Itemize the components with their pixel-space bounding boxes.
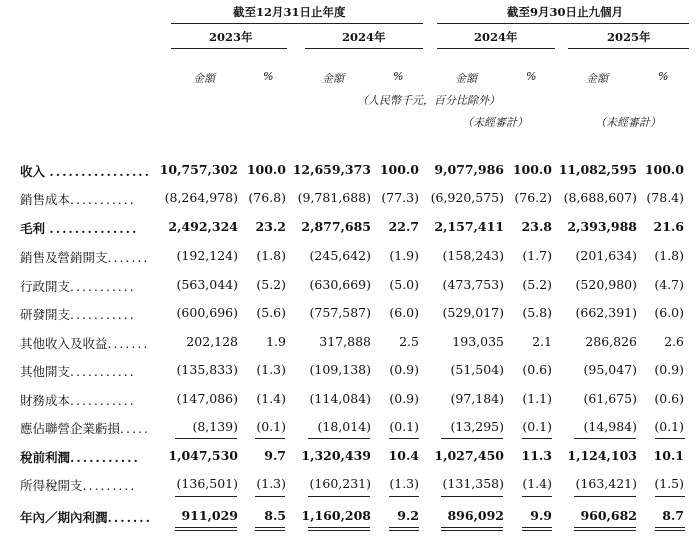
amount-cell: (201,634) <box>575 248 637 263</box>
amount-cell: 9,077,986 <box>434 162 504 177</box>
header-rule-fy <box>171 23 423 24</box>
amount-cell: (97,184) <box>450 391 504 406</box>
total-rule <box>175 496 237 497</box>
row-label-revenue: 收入 ................ <box>20 164 152 179</box>
row-label-admin-expenses: 行政開支........... <box>20 279 136 294</box>
subtotal-rule <box>389 438 419 439</box>
amount-cell: (8,139) <box>192 419 238 434</box>
amount-cell: 2,393,988 <box>567 219 637 234</box>
amount-cell: (109,138) <box>309 362 371 377</box>
unaudited-label: （未經審計） <box>595 116 661 129</box>
amount-cell: 2,157,411 <box>434 219 504 234</box>
percent-cell: (0.1) <box>389 419 419 434</box>
total-rule <box>255 496 285 497</box>
year-rule <box>568 48 689 49</box>
percent-cell: (78.4) <box>646 190 684 205</box>
amount-cell: 193,035 <box>452 334 504 349</box>
percent-cell: (76.8) <box>248 190 286 205</box>
year-rule <box>437 48 555 49</box>
percent-cell: (5.2) <box>256 277 286 292</box>
percent-cell: 23.2 <box>255 219 286 234</box>
percent-cell: (1.3) <box>256 362 286 377</box>
double-rule <box>389 530 419 531</box>
amount-cell: 317,888 <box>319 334 371 349</box>
period-header-9m: 截至9月30日止九個月 <box>507 5 624 19</box>
double-rule <box>255 527 285 528</box>
amount-cell: (136,501) <box>176 476 238 491</box>
percent-cell: (5.8) <box>522 305 552 320</box>
percent-cell: 10.1 <box>653 448 684 463</box>
amount-cell: (563,044) <box>176 277 238 292</box>
amount-cell: (8,688,607) <box>563 190 637 205</box>
percent-cell: (77.3) <box>381 190 419 205</box>
percent-cell: (4.7) <box>654 277 684 292</box>
amount-cell: 11,082,595 <box>558 162 637 177</box>
percent-cell: (0.6) <box>654 391 684 406</box>
amount-cell: 202,128 <box>186 334 238 349</box>
double-rule <box>175 530 237 531</box>
double-rule <box>175 527 237 528</box>
amount-cell: (192,124) <box>176 248 238 263</box>
percent-cell: 22.7 <box>388 219 419 234</box>
year-rule <box>171 48 287 49</box>
amount-cell: 1,320,439 <box>301 448 371 463</box>
amount-cell: 911,029 <box>181 508 238 523</box>
subtotal-rule <box>308 438 370 439</box>
percent-cell: 2.1 <box>532 334 552 349</box>
year-header: 2025年 <box>607 30 651 44</box>
amount-cell: (8,264,978) <box>164 190 238 205</box>
amount-cell: (95,047) <box>583 362 637 377</box>
row-label-profit-before-tax: 稅前利潤........... <box>20 450 140 465</box>
amount-cell: 1,160,208 <box>301 508 371 523</box>
double-rule <box>308 530 370 531</box>
percent-cell: 10.4 <box>388 448 419 463</box>
percent-cell: (0.9) <box>654 362 684 377</box>
percent-cell: (6.0) <box>654 305 684 320</box>
percent-cell: (1.5) <box>654 476 684 491</box>
amount-cell: (757,587) <box>309 305 371 320</box>
percent-cell: (1.9) <box>389 248 419 263</box>
unaudited-label: （未經審計） <box>462 116 528 129</box>
amount-cell: (630,669) <box>309 277 371 292</box>
amount-header: 金額 <box>193 72 215 85</box>
percent-cell: (1.4) <box>522 476 552 491</box>
percent-cell: 100.0 <box>246 162 286 177</box>
percent-cell: (1.4) <box>256 391 286 406</box>
percent-cell: 23.8 <box>521 219 552 234</box>
amount-cell: (473,753) <box>442 277 504 292</box>
pct-header: % <box>393 70 404 83</box>
amount-cell: (14,984) <box>583 419 637 434</box>
double-rule <box>522 527 552 528</box>
percent-cell: (0.1) <box>256 419 286 434</box>
subtotal-rule <box>255 438 285 439</box>
double-rule <box>655 530 685 531</box>
percent-cell: 11.3 <box>521 448 552 463</box>
amount-header: 金額 <box>322 72 344 85</box>
amount-cell: 2,877,685 <box>301 219 371 234</box>
total-rule <box>522 496 552 497</box>
percent-cell: (0.1) <box>522 419 552 434</box>
period-header-fy: 截至12月31日止年度 <box>233 5 346 19</box>
double-rule <box>441 530 503 531</box>
percent-cell: 9.7 <box>264 448 286 463</box>
percent-cell: 8.5 <box>264 508 286 523</box>
year-rule <box>305 48 423 49</box>
percent-cell: (0.1) <box>654 419 684 434</box>
percent-cell: (5.2) <box>522 277 552 292</box>
percent-cell: (76.2) <box>514 190 552 205</box>
total-rule <box>574 496 636 497</box>
amount-cell: (13,295) <box>450 419 504 434</box>
percent-cell: 100.0 <box>379 162 419 177</box>
amount-cell: (600,696) <box>176 305 238 320</box>
percent-cell: (1.3) <box>256 476 286 491</box>
amount-cell: (131,358) <box>442 476 504 491</box>
amount-cell: (160,231) <box>309 476 371 491</box>
percent-cell: 21.6 <box>653 219 684 234</box>
amount-cell: (135,833) <box>176 362 238 377</box>
amount-cell: (662,391) <box>575 305 637 320</box>
amount-cell: (18,014) <box>317 419 371 434</box>
amount-cell: (158,243) <box>442 248 504 263</box>
amount-cell: (163,421) <box>575 476 637 491</box>
percent-cell: (1.8) <box>256 248 286 263</box>
amount-cell: 12,659,373 <box>292 162 371 177</box>
pct-header: % <box>526 70 537 83</box>
row-label-profit-for-period: 年內／期內利潤....... <box>20 510 152 525</box>
amount-cell: (61,675) <box>583 391 637 406</box>
amount-cell: (529,017) <box>442 305 504 320</box>
percent-cell: (5.6) <box>256 305 286 320</box>
amount-cell: 1,047,530 <box>168 448 238 463</box>
percent-cell: (0.9) <box>389 362 419 377</box>
row-label-selling-expenses: 銷售及營銷開支....... <box>20 250 150 265</box>
percent-cell: 100.0 <box>512 162 552 177</box>
subtotal-rule <box>441 438 503 439</box>
row-label-rnd-expenses: 研發開支........... <box>20 307 136 322</box>
year-header: 2024年 <box>342 30 386 44</box>
amount-cell: 896,092 <box>447 508 504 523</box>
total-rule <box>441 496 503 497</box>
row-label-other-expenses: 其他開支........... <box>20 364 136 379</box>
amount-cell: (51,504) <box>450 362 504 377</box>
amount-header: 金額 <box>455 72 477 85</box>
double-rule <box>574 527 636 528</box>
double-rule <box>441 527 503 528</box>
amount-cell: 1,124,103 <box>567 448 637 463</box>
amount-cell: (245,642) <box>309 248 371 263</box>
pct-header: % <box>658 70 669 83</box>
percent-cell: (1.8) <box>654 248 684 263</box>
row-label-associate-losses: 應佔聯營企業虧損..... <box>20 421 150 436</box>
double-rule <box>389 527 419 528</box>
year-header: 2023年 <box>209 30 253 44</box>
amount-cell: 1,027,450 <box>434 448 504 463</box>
double-rule <box>522 530 552 531</box>
subtotal-rule <box>655 438 685 439</box>
percent-cell: (5.0) <box>389 277 419 292</box>
percent-cell: 100.0 <box>644 162 684 177</box>
double-rule <box>308 527 370 528</box>
total-rule <box>308 496 370 497</box>
percent-cell: 8.7 <box>662 508 684 523</box>
header-rule-9m <box>437 23 689 24</box>
row-label-other-income: 其他收入及收益....... <box>20 336 150 351</box>
percent-cell: 2.5 <box>399 334 419 349</box>
amount-cell: (114,084) <box>309 391 371 406</box>
amount-cell: (147,086) <box>176 391 238 406</box>
percent-cell: (1.3) <box>389 476 419 491</box>
percent-cell: 2.6 <box>664 334 684 349</box>
percent-cell: 9.9 <box>530 508 552 523</box>
amount-cell: (520,980) <box>575 277 637 292</box>
amount-cell: 2,492,324 <box>168 219 238 234</box>
double-rule <box>655 527 685 528</box>
percent-cell: (6.0) <box>389 305 419 320</box>
double-rule <box>255 530 285 531</box>
unit-note: （人民幣千元，百分比除外） <box>357 94 500 107</box>
amount-header: 金額 <box>586 72 608 85</box>
percent-cell: (0.6) <box>522 362 552 377</box>
row-label-finance-costs: 財務成本........... <box>20 393 136 408</box>
subtotal-rule <box>522 438 552 439</box>
row-label-income-tax: 所得稅開支......... <box>20 478 137 493</box>
percent-cell: (1.1) <box>522 391 552 406</box>
amount-cell: 10,757,302 <box>159 162 238 177</box>
amount-cell: 286,826 <box>585 334 637 349</box>
row-label-cost-of-sales: 銷售成本........... <box>20 192 136 207</box>
amount-cell: (9,781,688) <box>297 190 371 205</box>
subtotal-rule <box>574 438 636 439</box>
total-rule <box>389 496 419 497</box>
percent-cell: (1.7) <box>522 248 552 263</box>
pct-header: % <box>263 70 274 83</box>
percent-cell: (0.9) <box>389 391 419 406</box>
percent-cell: 9.2 <box>397 508 419 523</box>
double-rule <box>574 530 636 531</box>
total-rule <box>655 496 685 497</box>
subtotal-rule <box>175 438 237 439</box>
amount-cell: 960,682 <box>580 508 637 523</box>
percent-cell: 1.9 <box>266 334 286 349</box>
row-label-gross-profit: 毛利 .............. <box>20 221 139 236</box>
amount-cell: (6,920,575) <box>430 190 504 205</box>
year-header: 2024年 <box>474 30 518 44</box>
